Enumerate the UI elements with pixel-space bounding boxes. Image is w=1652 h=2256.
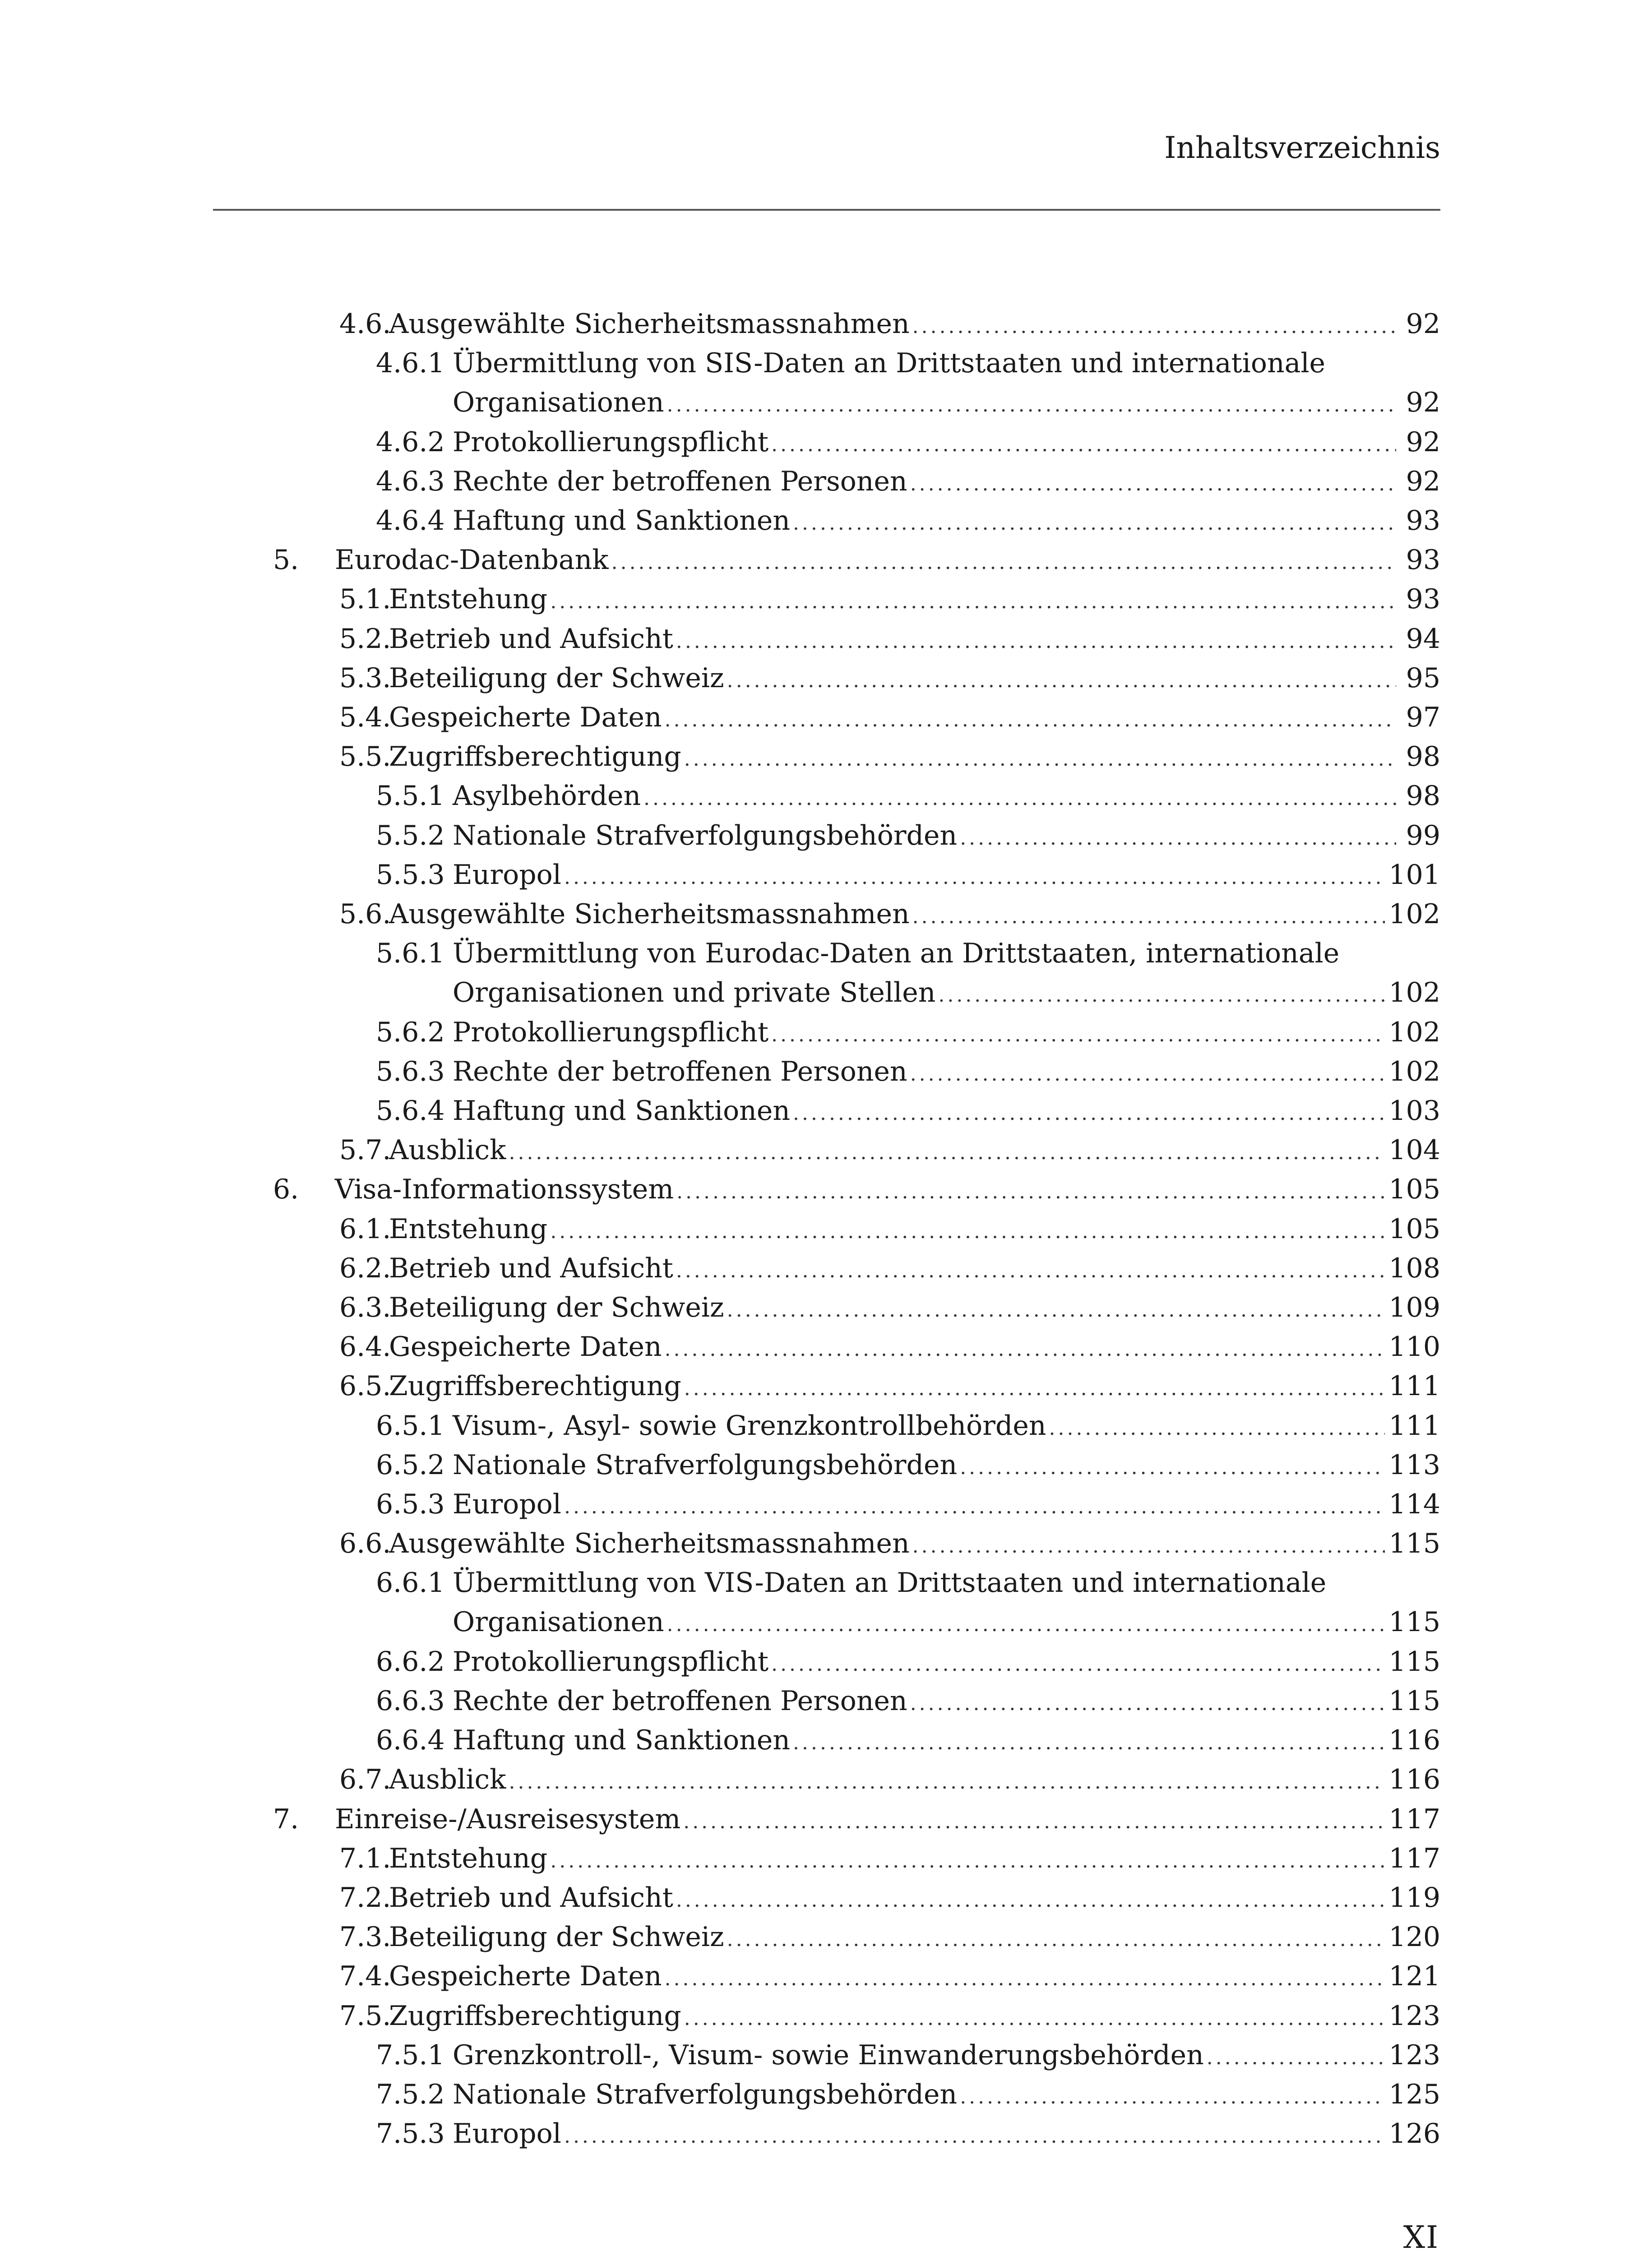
toc-entry-page: 114 (1388, 1489, 1440, 1520)
toc-entry-number: 6.6.3 (376, 1685, 445, 1717)
toc-entry-page: 116 (1388, 1764, 1440, 1796)
toc-entry-number: 5.3. (339, 662, 391, 694)
toc-entry[interactable] (0, 619, 1440, 659)
toc-entry[interactable] (0, 1210, 1440, 1249)
toc-entry[interactable] (0, 1288, 1440, 1327)
toc-entry-title: Entstehung (389, 583, 548, 615)
toc-entry-title: Asylbehörden (453, 780, 641, 812)
toc-entry-number: 6.6.1 (376, 1567, 445, 1599)
toc-entry-page: 115 (1388, 1606, 1440, 1638)
toc-entry-page: 126 (1388, 2118, 1440, 2150)
toc-entry-title: Protokollierungspflicht (453, 1016, 769, 1048)
toc-entry-page: 111 (1388, 1410, 1440, 1442)
dot-leader (667, 385, 1396, 425)
toc-entry-number: 6.3. (339, 1292, 391, 1323)
toc-entry[interactable] (0, 1997, 1440, 2036)
toc-entry-number: 6.4. (339, 1331, 391, 1363)
toc-entry-page: 93 (1406, 544, 1440, 576)
toc-entry-title: Protokollierungspflicht (453, 1646, 769, 1678)
toc-entry-page: 123 (1388, 2000, 1440, 2032)
toc-entry-title: Nationale Strafverfolgungsbehörden (453, 819, 958, 851)
dot-leader (667, 1605, 1385, 1644)
toc-entry-title: Rechte der betroffenen Personen (453, 1685, 907, 1717)
toc-entry[interactable] (0, 305, 1440, 344)
toc-entry-number: 5.6.4 (376, 1095, 445, 1127)
dot-leader (684, 740, 1396, 779)
toc-entry-page: 119 (1388, 1882, 1440, 1914)
toc-entry-title: Gespeicherte Daten (389, 1331, 662, 1363)
toc-entry-page: 99 (1406, 819, 1440, 851)
dot-leader (665, 700, 1396, 740)
toc-entry-title: Haftung und Sanktionen (453, 1724, 791, 1757)
toc-entry[interactable] (0, 1563, 1440, 1642)
toc-entry-title: Rechte der betroffenen Personen (453, 1055, 907, 1087)
toc-entry-page: 92 (1406, 426, 1440, 458)
dot-leader (912, 1526, 1385, 1566)
toc-entry-number: 5. (273, 544, 299, 576)
toc-entry-title: Gespeicherte Daten (389, 1960, 662, 1992)
toc-entry[interactable] (0, 934, 1440, 1012)
toc-entry-title: Visa-Informationssystem (335, 1174, 674, 1206)
toc-entry-title: Nationale Strafverfolgungsbehörden (453, 1449, 958, 1481)
toc-entry-page: 115 (1388, 1528, 1440, 1560)
toc-entry-page: 103 (1388, 1095, 1440, 1127)
toc-entry-number: 5.6.2 (376, 1016, 445, 1048)
toc-entry-number: 6.6. (339, 1528, 391, 1560)
toc-entry-number: 4.6.3 (376, 465, 445, 497)
toc-entry-title-first-line: Übermittlung von SIS-Daten an Drittstaaten und internationale (453, 347, 1326, 379)
dot-leader (960, 1448, 1385, 1487)
toc-entry[interactable] (0, 1485, 1440, 1524)
toc-entry-page: 108 (1388, 1252, 1440, 1284)
toc-entry[interactable] (0, 1839, 1440, 1878)
dot-leader (727, 1290, 1385, 1330)
toc-entry-number: 6.6.4 (376, 1724, 445, 1757)
toc-entry-number: 6.6.2 (376, 1646, 445, 1678)
toc-entry-number: 5.1. (339, 583, 391, 615)
dot-leader (676, 1251, 1385, 1290)
toc-entry-title: Gespeicherte Daten (389, 702, 662, 733)
toc-entry-title-first-line: Übermittlung von VIS-Daten an Drittstaaten und internationale (453, 1567, 1327, 1599)
toc-entry-number: 7.4. (339, 1960, 391, 1992)
toc-entry-title: Europol (453, 2118, 561, 2150)
toc-entry-number: 6.5.2 (376, 1449, 445, 1481)
toc-entry-title: Betrieb und Aufsicht (389, 1882, 673, 1914)
toc-entry-page: 110 (1388, 1331, 1440, 1363)
toc-entry-number: 7.3. (339, 1921, 391, 1953)
toc-entry-number: 7.5. (339, 2000, 391, 2032)
dot-leader (771, 1015, 1385, 1054)
toc-entry[interactable] (0, 541, 1440, 580)
toc-entry-number: 5.6.1 (376, 938, 445, 970)
toc-entry-page: 121 (1388, 1960, 1440, 1992)
dot-leader (960, 2077, 1385, 2117)
toc-entry-title: Visum-, Asyl- sowie Grenzkontrollbehörden (453, 1410, 1046, 1442)
toc-entry-number: 4.6.4 (376, 505, 445, 536)
toc-entry[interactable] (0, 1131, 1440, 1170)
toc-entry-page: 95 (1406, 662, 1440, 694)
toc-entry-page: 98 (1406, 741, 1440, 773)
dot-leader (960, 818, 1396, 858)
toc-entry-number: 6.5.3 (376, 1489, 445, 1520)
dot-leader (564, 858, 1385, 897)
dot-leader (665, 1330, 1385, 1369)
toc-entry[interactable] (0, 2114, 1440, 2154)
toc-entry-page: 102 (1388, 1016, 1440, 1048)
toc-entry[interactable] (0, 1760, 1440, 1799)
dot-leader (676, 1172, 1385, 1211)
toc-entry[interactable] (0, 895, 1440, 934)
dot-leader (564, 1487, 1385, 1526)
toc-entry-title: Organisationen (453, 387, 664, 419)
toc-entry-title: Haftung und Sanktionen (453, 505, 791, 536)
dot-leader (727, 1920, 1385, 1959)
dot-leader (727, 661, 1396, 700)
toc-entry-title: Haftung und Sanktionen (453, 1095, 791, 1127)
toc-entry-title: Protokollierungspflicht (453, 426, 769, 458)
dot-leader (676, 622, 1396, 661)
toc-entry-number: 5.4. (339, 702, 391, 733)
dot-leader (684, 1999, 1385, 2038)
toc-entry-number: 7.2. (339, 1882, 391, 1914)
toc-entry-number: 5.5.2 (376, 819, 445, 851)
toc-entry-number: 5.5. (339, 741, 391, 773)
toc-entry-title: Ausblick (389, 1134, 506, 1166)
toc-entry-title: Beteiligung der Schweiz (389, 1292, 724, 1323)
dot-leader (665, 1959, 1385, 1998)
toc-entry-number: 7.5.1 (376, 2039, 445, 2071)
toc-entry-page: 116 (1388, 1724, 1440, 1757)
toc-entry-number: 5.7. (339, 1134, 391, 1166)
toc-entry-page: 92 (1406, 465, 1440, 497)
toc-entry-number: 4.6. (339, 308, 391, 340)
toc-entry[interactable] (0, 501, 1440, 541)
toc-entry-title: Nationale Strafverfolgungsbehörden (453, 2079, 958, 2110)
toc-entry-number: 5.6.3 (376, 1055, 445, 1087)
toc-entry-page: 104 (1388, 1134, 1440, 1166)
toc-entry-page: 123 (1388, 2039, 1440, 2071)
toc-entry-title: Beteiligung der Schweiz (389, 1921, 724, 1953)
toc-entry-title: Zugriffsberechtigung (389, 1370, 681, 1402)
toc-entry-title: Betrieb und Aufsicht (389, 623, 673, 655)
dot-leader (771, 425, 1396, 464)
toc-entry-number: 6.2. (339, 1252, 391, 1284)
toc-entry-page: 102 (1388, 1055, 1440, 1087)
toc-entry-page: 115 (1388, 1646, 1440, 1678)
toc-entry[interactable] (0, 423, 1440, 462)
dot-leader (910, 1684, 1385, 1723)
toc-entry-number: 6.1. (339, 1213, 391, 1245)
toc-entry-number: 7. (273, 1803, 299, 1835)
toc-entry[interactable] (0, 855, 1440, 895)
toc-entry-title: Zugriffsberechtigung (389, 741, 681, 773)
toc-entry-number: 5.2. (339, 623, 391, 655)
toc-entry[interactable] (0, 1367, 1440, 1406)
toc-entry-number: 5.6. (339, 898, 391, 930)
toc-entry-title: Europol (453, 1489, 561, 1520)
toc-entry-page: 113 (1388, 1449, 1440, 1481)
toc-entry[interactable] (0, 777, 1440, 816)
dot-leader (509, 1133, 1385, 1172)
toc-entry[interactable] (0, 1406, 1440, 1446)
toc-entry[interactable] (0, 580, 1440, 619)
dot-leader (1049, 1409, 1385, 1448)
toc-entry[interactable] (0, 2036, 1440, 2075)
dot-leader (771, 1645, 1385, 1684)
toc-entry-title-first-line: Übermittlung von Eurodac-Daten an Drittstaaten, internationale (453, 938, 1340, 970)
toc-entry[interactable] (0, 1013, 1440, 1052)
dot-leader (643, 779, 1396, 818)
dot-leader (564, 2117, 1385, 2156)
toc-entry[interactable] (0, 1878, 1440, 1918)
toc-entry[interactable] (0, 659, 1440, 698)
toc-entry[interactable] (0, 2075, 1440, 2114)
dot-leader (611, 543, 1396, 582)
toc-entry-page: 101 (1388, 859, 1440, 891)
running-header-title: Inhaltsverzeichnis (1164, 130, 1440, 165)
dot-leader (793, 1723, 1385, 1762)
page-number-folio: XI (1403, 2220, 1439, 2256)
toc-entry-title: Eurodac-Datenbank (335, 544, 609, 576)
toc-entry-title: Organisationen und private Stellen (453, 977, 936, 1009)
toc-entry-number: 7.1. (339, 1842, 391, 1874)
toc-entry-title: Europol (453, 859, 561, 891)
dot-leader (793, 504, 1396, 543)
toc-entry[interactable] (0, 344, 1440, 422)
toc-entry[interactable] (0, 1170, 1440, 1209)
toc-entry-number: 5.5.1 (376, 780, 445, 812)
toc-entry-page: 93 (1406, 583, 1440, 615)
toc-entry-page: 105 (1388, 1174, 1440, 1206)
toc-entry-title: Einreise-/Ausreisesystem (335, 1803, 681, 1835)
toc-entry-page: 117 (1388, 1842, 1440, 1874)
dot-leader (910, 464, 1396, 504)
toc-entry[interactable] (0, 816, 1440, 855)
dot-leader (912, 307, 1396, 346)
toc-entry-title: Ausgewählte Sicherheitsmassnahmen (389, 308, 910, 340)
toc-entry[interactable] (0, 1682, 1440, 1721)
toc-entry-page: 109 (1388, 1292, 1440, 1323)
toc-entry-title: Entstehung (389, 1842, 548, 1874)
toc-entry-number: 6.7. (339, 1764, 391, 1796)
toc-entry[interactable] (0, 698, 1440, 737)
toc-entry-number: 6. (273, 1174, 299, 1206)
dot-leader (938, 975, 1385, 1015)
toc-entry-title: Entstehung (389, 1213, 548, 1245)
toc-entry-page: 93 (1406, 505, 1440, 536)
toc-entry-number: 6.5.1 (376, 1410, 445, 1442)
toc-entry-title: Ausgewählte Sicherheitsmassnahmen (389, 1528, 910, 1560)
toc-entry-title: Grenzkontroll-, Visum- sowie Einwanderungsbehörden (453, 2039, 1204, 2071)
toc-entry[interactable] (0, 1249, 1440, 1288)
toc-entry-page: 102 (1388, 898, 1440, 930)
toc-entry[interactable] (0, 1918, 1440, 1957)
toc-entry-title: Organisationen (453, 1606, 664, 1638)
toc-entry-title: Rechte der betroffenen Personen (453, 465, 907, 497)
toc-entry-page: 92 (1406, 387, 1440, 419)
toc-entry-page: 97 (1406, 702, 1440, 733)
toc-entry[interactable] (0, 737, 1440, 777)
toc-entry-page: 111 (1388, 1370, 1440, 1402)
toc-entry-page: 94 (1406, 623, 1440, 655)
dot-leader (676, 1881, 1385, 1920)
toc-entry-page: 102 (1388, 977, 1440, 1009)
dot-leader (793, 1094, 1385, 1133)
toc-entry-title: Zugriffsberechtigung (389, 2000, 681, 2032)
toc-entry[interactable] (0, 1642, 1440, 1682)
toc-entry-title: Betrieb und Aufsicht (389, 1252, 673, 1284)
toc-entry[interactable] (0, 1957, 1440, 1996)
toc-entry-number: 7.5.3 (376, 2118, 445, 2150)
toc-entry-number: 6.5. (339, 1370, 391, 1402)
toc-entry-page: 120 (1388, 1921, 1440, 1953)
toc-entry-number: 5.5.3 (376, 859, 445, 891)
toc-entry[interactable] (0, 1327, 1440, 1367)
toc-entry-page: 125 (1388, 2079, 1440, 2110)
toc-entry-page: 98 (1406, 780, 1440, 812)
toc-entry-title: Beteiligung der Schweiz (389, 662, 724, 694)
toc-entry-number: 4.6.2 (376, 426, 445, 458)
dot-leader (912, 897, 1385, 936)
dot-leader (1207, 2038, 1385, 2077)
toc-entry-number: 4.6.1 (376, 347, 445, 379)
toc-entry[interactable] (0, 1052, 1440, 1091)
toc-entry[interactable] (0, 1091, 1440, 1131)
dot-leader (550, 1841, 1385, 1881)
dot-leader (550, 1212, 1385, 1251)
toc-entry[interactable] (0, 462, 1440, 501)
dot-leader (684, 1369, 1385, 1408)
toc-entry[interactable] (0, 1800, 1440, 1839)
toc-entry[interactable] (0, 1721, 1440, 1760)
toc-entry[interactable] (0, 1524, 1440, 1563)
toc-entry-title: Ausblick (389, 1764, 506, 1796)
dot-leader (509, 1762, 1385, 1802)
toc-entry-page: 117 (1388, 1803, 1440, 1835)
toc-entry-page: 115 (1388, 1685, 1440, 1717)
toc-entry-number: 7.5.2 (376, 2079, 445, 2110)
toc-entry-title: Ausgewählte Sicherheitsmassnahmen (389, 898, 910, 930)
toc-entry-page: 92 (1406, 308, 1440, 340)
dot-leader (910, 1054, 1385, 1094)
dot-leader (683, 1802, 1385, 1841)
toc-entry[interactable] (0, 1446, 1440, 1485)
toc-entry-page: 105 (1388, 1213, 1440, 1245)
dot-leader (550, 582, 1396, 621)
